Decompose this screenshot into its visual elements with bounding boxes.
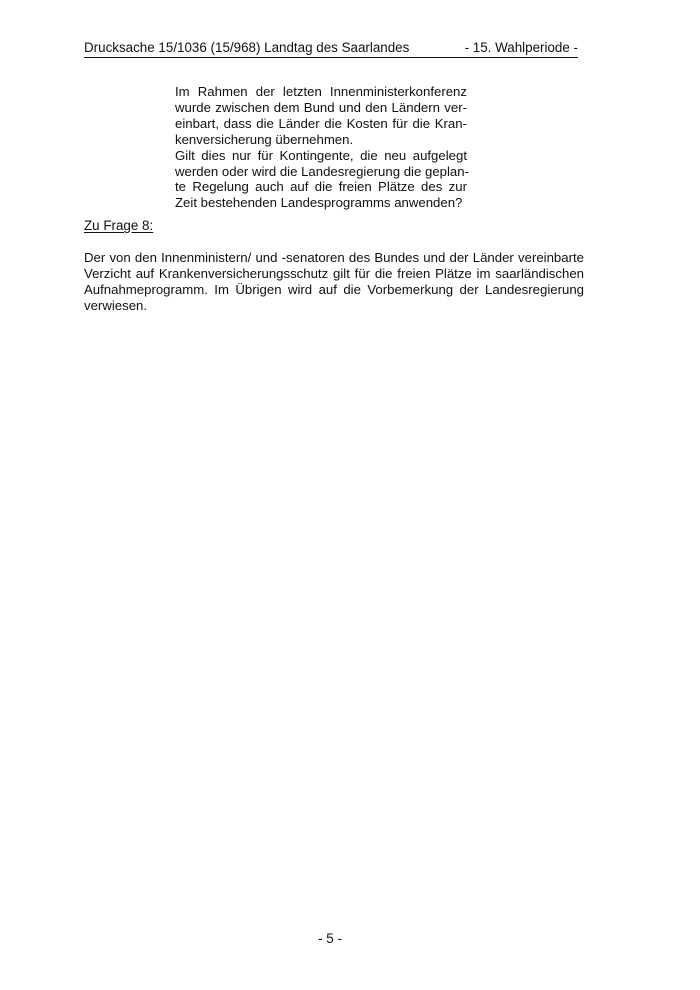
quote-line: werden oder wird die Landesregierung die geplan-	[175, 163, 469, 179]
header-legislative-period: - 15. Wahlperiode -	[464, 40, 578, 55]
quote-line: kenversicherung übernehmen.	[175, 131, 354, 147]
quote-line: Zeit bestehenden Landesprogramms anwenden?	[175, 195, 463, 211]
page-header	[84, 40, 578, 58]
header-document-reference: Drucksache 15/1036 (15/968) Landtag des Saarlandes	[84, 40, 410, 55]
quote-line: einbart, dass die Länder die Kosten für die Kran-	[175, 115, 467, 131]
quote-line: wurde zwischen dem Bund und den Ländern ver-	[175, 99, 467, 115]
answer-line: Der von den Innenministern/ und -senatoren des Bundes und der Länder vereinbarte	[84, 250, 584, 265]
question-quote	[175, 84, 467, 211]
quote-line: te Regelung auch auf die freien Plätze des zur	[175, 179, 467, 195]
quote-line: Im Rahmen der letzten Innenministerkonferenz	[175, 84, 467, 99]
question-heading: Zu Frage 8:	[84, 218, 154, 233]
answer-line: verwiesen.	[84, 297, 148, 313]
answer-line: Verzicht auf Krankenversicherungsschutz gilt für die freien Plätze im saarländischen	[84, 265, 584, 281]
answer-paragraph	[84, 250, 584, 314]
answer-line: Aufnahmeprogramm. Im Übrigen wird auf die Vorbemerkung der Landesregierung	[84, 281, 584, 297]
page-number: - 5 -	[318, 931, 342, 946]
quote-line: Gilt dies nur für Kontingente, die neu aufgelegt	[175, 147, 467, 163]
